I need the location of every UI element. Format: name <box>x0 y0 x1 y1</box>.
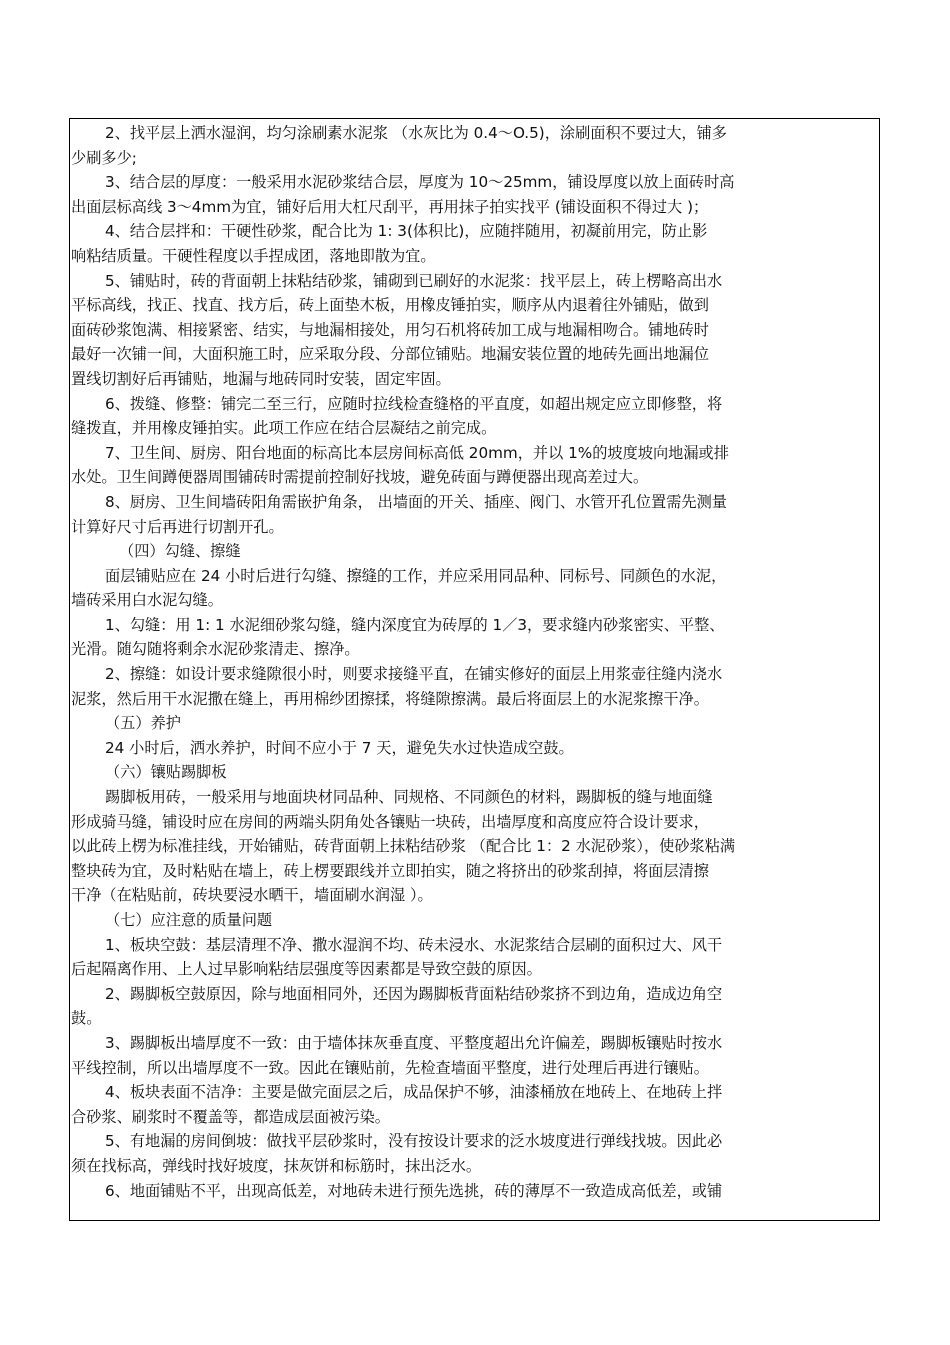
text-line: 形成骑马缝，铺设时应在房间的两端头阴角处各镶贴一块砖，出墙厚度和高度应符合设计要求， <box>71 812 709 831</box>
text-line: 泥浆，然后用干水泥撒在缝上，再用棉纱团擦揉，将缝隙擦满。最后将面层上的水泥浆擦干净。 <box>71 689 709 708</box>
text-line: 最好一次铺一间，大面积施工时，应采取分段、分部位铺贴。地漏安装位置的地砖先画出地漏位 <box>71 345 709 364</box>
text-line: 1、板块空鼓：基层清理不净、撒水湿润不均、砖未浸水、水泥浆结合层刷的面积过大、风干 <box>105 935 723 954</box>
text-line: 水处。卫生间蹲便器周围铺砖时需提前控制好找坡，避免砖面与蹲便器出现高差过大。 <box>71 468 649 487</box>
text-line: 出面层标高线 3～4mm为宜，铺好后用大杠尺刮平，再用抹子拍实找平 (铺设面积不得过大 )； <box>71 197 709 216</box>
text-line: （五）养护 <box>105 714 181 733</box>
text-line: 6、地面铺贴不平，出现高低差，对地砖未进行预先选挑，砖的薄厚不一致造成高低差，或铺 <box>105 1181 723 1200</box>
text-line: 面砖砂浆饱满、相接紧密、结实，与地漏相接处，用匀石机将砖加工成与地漏相吻合。铺地砖时 <box>71 320 709 339</box>
text-line: 面层铺贴应在 24 小时后进行勾缝、擦缝的工作，并应采用同品种、同标号、同颜色的水泥， <box>105 566 727 585</box>
text-line: 少刷多少; <box>71 148 137 167</box>
text-line: 5、铺贴时，砖的背面朝上抹粘结砂浆，铺砌到已刷好的水泥浆：找平层上，砖上楞略高出水 <box>105 271 723 290</box>
text-line: （七）应注意的质量问题 <box>105 911 273 929</box>
text-line: 后起隔离作用、上人过早影响粘结层强度等因素都是导致空鼓的原因。 <box>71 960 542 979</box>
text-line: 8、厨房、卫生间墙砖阳角需嵌护角条， 出墙面的开关、插座、阀门、水管开孔位置需先测量 <box>105 492 727 511</box>
text-line: 合砂浆、刷浆时不覆盖等，都造成层面被污染。 <box>71 1107 390 1126</box>
text-line: 7、卫生间、厨房、阳台地面的标高比本层房间标高低 20mm，并以 1%的坡度坡向地漏或排 <box>105 443 729 462</box>
text-line: 3、踢脚板出墙厚度不一致：由于墙体抹灰垂直度、平整度超出允许偏差，踢脚板镶贴时按水 <box>105 1033 723 1052</box>
text-line: 2、踢脚板空鼓原因，除与地面相同外，还因为踢脚板背面粘结砂浆挤不到边角，造成边角空 <box>105 984 723 1003</box>
text-line: （四）勾缝、擦缝 <box>119 542 241 561</box>
text-line: 须在找标高，弹线时找好坡度，抹灰饼和标筋时，抹出泛水。 <box>71 1156 482 1175</box>
text-line: 踢脚板用砖，一般采用与地面块材同品种、同规格、不同颜色的材料，踢脚板的缝与地面缝 <box>105 788 713 807</box>
text-line: 2、擦缝：如设计要求缝隙很小时，则要求接缝平直，在铺实修好的面层上用浆壶往缝内浇水 <box>105 665 723 684</box>
text-line: 鼓。 <box>71 1009 102 1028</box>
text-line: 24 小时后，洒水养护，时间不应小于 7 天，避免失水过快造成空鼓。 <box>105 738 574 757</box>
text-line: 光滑。随勾随将剩余水泥砂浆清走、擦净。 <box>71 640 360 659</box>
text-line: 缝拨直，并用橡皮锤拍实。此项工作应在结合层凝结之前完成。 <box>71 419 497 438</box>
text-line: 整块砖为宜，及时粘贴在墙上，砖上楞要跟线并立即拍实，随之将挤出的砂浆刮掉，将面层清擦 <box>71 861 709 880</box>
text-line: 1、勾缝：用 1: 1 水泥细砂浆勾缝，缝内深度宜为砖厚的 1／3，要求缝内砂浆密实、平整、 <box>105 615 725 634</box>
text-line: 墙砖采用白水泥勾缝。 <box>71 591 223 610</box>
text-line: 5、有地漏的房间倒坡：做找平层砂浆时，没有按设计要求的泛水坡度进行弹线找坡。因此必 <box>105 1132 723 1151</box>
text-line: 响粘结质量。干硬性程度以手捏成团，落地即散为宜。 <box>71 246 436 265</box>
text-line: 计算好尺寸后再进行切割开孔。 <box>71 517 284 536</box>
text-line: 4、板块表面不洁净：主要是做完面层之后，成品保护不够，油漆桶放在地砖上、在地砖上拌 <box>105 1083 723 1102</box>
text-line: （六）镶贴踢脚板 <box>105 763 227 782</box>
text-line: 4、结合层拌和：干硬性砂浆，配合比为 1: 3(体积比)，应随拌随用，初凝前用完，防止影 <box>105 222 708 241</box>
text-line: 3、结合层的厚度：一般采用水泥砂浆结合层，厚度为 10～25mm，铺设厚度以放上面砖时高 <box>105 173 735 192</box>
text-line: 2、找平层上洒水湿润，均匀涂刷素水泥浆 （水灰比为 0.4～O.5)，涂刷面积不要过大，铺多 <box>105 124 727 142</box>
text-line: 平线控制，所以出墙厚度不一致。因此在镶贴前，先检查墙面平整度，进行处理后再进行镶贴。 <box>71 1058 709 1077</box>
document-body <box>71 121 877 1203</box>
text-line: 置线切割好后再铺贴，地漏与地砖同时安装，固定牢固。 <box>71 369 451 388</box>
text-line: 干净（在粘贴前，砖块要浸水晒干，墙面刷水润湿 ）。 <box>71 886 433 905</box>
text-line: 6、拨缝、修整：铺完二至三行，应随时拉线检查缝格的平直度，如超出规定应立即修整，将 <box>105 394 723 413</box>
text-line: 平标高线，找正、找直、找方后，砖上面垫木板，用橡皮锤拍实，顺序从内退着往外铺贴，做到 <box>71 296 709 315</box>
text-line: 以此砖上楞为标准挂线，开始铺贴，砖背面朝上抹粘结砂浆 （配合比 1：2 水泥砂浆），使砂浆粘满 <box>71 837 736 856</box>
